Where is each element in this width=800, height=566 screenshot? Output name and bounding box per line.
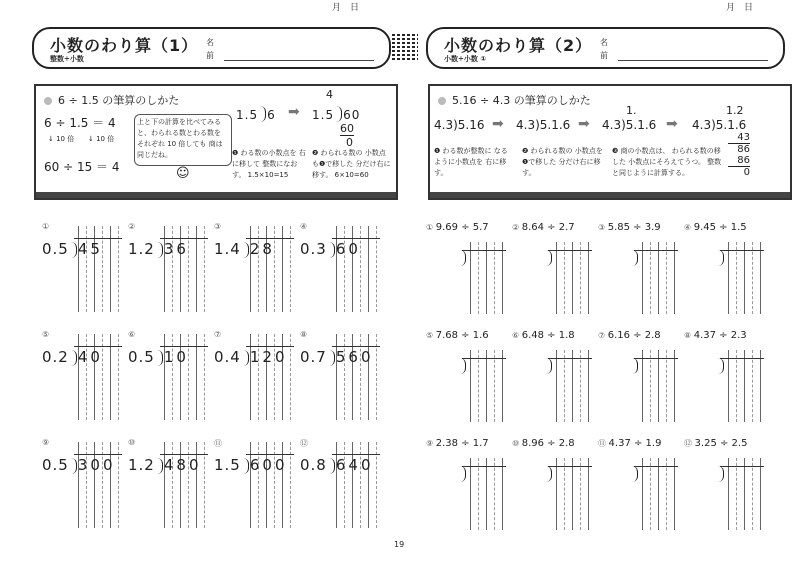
explanation-box xyxy=(428,84,792,200)
long-division-quotient: 4 xyxy=(326,88,333,101)
title-box xyxy=(32,27,391,69)
times10-right: ↓ 10 倍 xyxy=(88,135,115,143)
grid-line xyxy=(580,350,581,422)
page-subtitle: 整数÷小数 xyxy=(50,55,84,63)
problem-expression: ④ 9.45 ÷ 1.5 xyxy=(684,222,747,233)
division-bar xyxy=(160,346,208,347)
problem-item[interactable] xyxy=(42,222,126,322)
grid-line xyxy=(760,458,761,530)
division-expression: 0.7 560 xyxy=(300,348,374,366)
grid-line xyxy=(470,242,471,314)
equation-bottom: 60 ÷ 15 ＝ 4 xyxy=(44,160,120,174)
division-expression: 0.3 60 xyxy=(300,240,361,258)
division-bar xyxy=(634,466,678,467)
grid-line xyxy=(752,350,753,422)
grid-line xyxy=(572,458,573,530)
division-bracket xyxy=(459,358,466,374)
equation-top: 6 ÷ 1.5 ＝ 4 xyxy=(44,116,116,130)
page-title: 小数のわり算（2） xyxy=(444,36,593,55)
bullet-icon xyxy=(438,97,446,105)
bullet-icon xyxy=(44,97,52,105)
step-3-text: ❸ 商の小数点は、 わられる数の移した 小数点にそろえてうつ。 整数と同じように計算する。 xyxy=(612,147,722,177)
division-bar xyxy=(74,238,122,239)
problem-expression: ① 9.69 ÷ 5.7 xyxy=(426,222,489,233)
grid-line xyxy=(470,350,471,422)
arrow-right-icon: ➡ xyxy=(666,116,678,132)
grid-line xyxy=(650,242,651,314)
page-subtitle: 小数÷小数 ① xyxy=(444,55,487,63)
division-bracket xyxy=(631,466,638,482)
problem-expression: ⑦ 6.16 ÷ 2.8 xyxy=(598,330,661,341)
work-line: 86 xyxy=(728,155,750,167)
division-expression: 0.2 40 xyxy=(42,348,103,366)
division-expression: 0.4 120 xyxy=(214,348,288,366)
explanation-heading: 5.16 ÷ 4.3 の筆算のしかた xyxy=(438,92,591,108)
problem-number: ⑩ xyxy=(128,438,136,447)
work-line: 86 xyxy=(737,144,750,155)
division-expression: 1.4 28 xyxy=(214,240,275,258)
grid-line xyxy=(470,458,471,530)
grid-line xyxy=(502,458,503,530)
problem-number: ⑧ xyxy=(300,330,308,339)
division-expression: 0.5 300 xyxy=(42,456,116,474)
long-division-step3: 4.3)5.1.6 xyxy=(602,118,657,132)
division-bar xyxy=(720,358,764,359)
grid-line xyxy=(564,350,565,422)
grid-line xyxy=(752,458,753,530)
grid-line xyxy=(588,350,589,422)
grid-line xyxy=(486,458,487,530)
division-bar xyxy=(332,346,380,347)
grid-line xyxy=(736,458,737,530)
name-field[interactable] xyxy=(224,60,374,61)
problem-item[interactable] xyxy=(426,222,510,322)
grid-line xyxy=(580,242,581,314)
division-expression: 1.5 600 xyxy=(214,456,288,474)
grid-line xyxy=(556,458,557,530)
problem-item[interactable] xyxy=(512,330,596,430)
grid-line xyxy=(642,242,643,314)
date-label: 月 日 xyxy=(332,3,360,13)
division-bar xyxy=(548,358,592,359)
grid-line xyxy=(572,350,573,422)
division-bracket xyxy=(717,250,724,266)
grid-line xyxy=(650,350,651,422)
problem-expression: ⑨ 2.38 ÷ 1.7 xyxy=(426,438,489,449)
grid-line xyxy=(760,350,761,422)
arrow-right-icon: ➡ xyxy=(492,116,504,132)
division-bar xyxy=(74,454,122,455)
grid-line xyxy=(736,350,737,422)
division-bar xyxy=(246,346,294,347)
division-bar xyxy=(332,238,380,239)
problem-expression: ② 8.64 ÷ 2.7 xyxy=(512,222,575,233)
arrow-right-icon: ➡ xyxy=(288,104,300,120)
grid-line xyxy=(752,242,753,314)
division-bracket xyxy=(631,250,638,266)
step-1-text: ❶ わる数が整数に なるように小数点を 右に移す。 xyxy=(434,147,508,177)
grid-line xyxy=(658,458,659,530)
division-bar xyxy=(720,466,764,467)
problem-number: ④ xyxy=(300,222,308,231)
explanation-bar xyxy=(36,192,396,198)
grid-line xyxy=(478,458,479,530)
grid-line xyxy=(556,242,557,314)
division-bracket xyxy=(631,358,638,374)
problem-item[interactable] xyxy=(300,222,384,322)
problem-item[interactable] xyxy=(42,438,126,538)
name-field[interactable] xyxy=(618,60,768,61)
grid-line xyxy=(564,458,565,530)
problem-number: ② xyxy=(128,222,136,231)
grid-line xyxy=(728,242,729,314)
grid-line xyxy=(478,242,479,314)
grid-line xyxy=(564,242,565,314)
grid-line xyxy=(728,350,729,422)
long-division-step1: 4.3)5.16 xyxy=(434,118,485,132)
problem-item[interactable] xyxy=(42,330,126,430)
problem-expression: ⑩ 8.96 ÷ 2.8 xyxy=(512,438,575,449)
grid-line xyxy=(494,350,495,422)
long-division-step2: 4.3)5.1.6 xyxy=(516,118,571,132)
name-label: 名 前 xyxy=(600,38,608,60)
step-2-text: ❷ わられる数の 小数点を❶で移した 分だけ右に移す。 xyxy=(522,147,603,177)
page-number: 19 xyxy=(394,540,405,549)
problem-item[interactable] xyxy=(598,330,682,430)
division-bar xyxy=(246,238,294,239)
problem-item[interactable] xyxy=(214,330,298,430)
division-expression: 0.5 10 xyxy=(128,348,189,366)
character-icon: ☺ xyxy=(176,166,190,181)
division-bar xyxy=(74,346,122,347)
long-division-step1: 1.5 6 xyxy=(236,108,276,122)
division-bar xyxy=(160,238,208,239)
grid-line xyxy=(478,350,479,422)
problem-number: ⑫ xyxy=(300,439,308,448)
problem-number: ⑦ xyxy=(214,330,222,339)
division-bar xyxy=(634,250,678,251)
grid-line xyxy=(486,350,487,422)
grid-line xyxy=(674,350,675,422)
grid-line xyxy=(760,242,761,314)
problem-item[interactable] xyxy=(684,438,768,538)
division-bracket xyxy=(545,250,552,266)
problem-expression: ③ 5.85 ÷ 3.9 xyxy=(598,222,661,233)
division-bar xyxy=(548,466,592,467)
problem-number: ③ xyxy=(214,222,222,231)
grid-line xyxy=(502,350,503,422)
grid-line xyxy=(666,458,667,530)
grid-line xyxy=(666,242,667,314)
speech-bubble: 上と下の計算を比べてみると、わられる数とわる数を それぞれ 10 倍しても 商は同じだね。 xyxy=(134,114,232,166)
division-bracket xyxy=(545,466,552,482)
division-bar xyxy=(462,466,506,467)
division-expression: 0.8 640 xyxy=(300,456,374,474)
grid-line xyxy=(744,458,745,530)
division-bar xyxy=(332,454,380,455)
division-bar xyxy=(160,454,208,455)
grid-line xyxy=(642,458,643,530)
problem-item[interactable] xyxy=(300,438,384,538)
long-division-step4: 4.3)5.1.6 xyxy=(692,118,747,132)
division-bar xyxy=(462,358,506,359)
problem-item[interactable] xyxy=(684,330,768,430)
times10-left: ↓ 10 倍 xyxy=(48,135,75,143)
grid-line xyxy=(674,242,675,314)
division-expression: 1.2 480 xyxy=(128,456,202,474)
long-division-subtract: 60 xyxy=(340,122,354,135)
long-division-quotient: 1.2 xyxy=(726,104,744,117)
problem-expression: ⑤ 7.68 ÷ 1.6 xyxy=(426,330,489,341)
grid-line xyxy=(588,458,589,530)
problem-expression: ⑫ 3.25 ÷ 2.5 xyxy=(684,438,748,449)
division-bracket xyxy=(459,466,466,482)
grid-line xyxy=(580,458,581,530)
division-bracket xyxy=(717,466,724,482)
problem-item[interactable] xyxy=(512,438,596,538)
division-bar xyxy=(720,250,764,251)
grid-line xyxy=(588,242,589,314)
division-expression: 1.2 36 xyxy=(128,240,189,258)
long-division-step2: 1.5 60 xyxy=(312,108,361,122)
problem-number: ⑥ xyxy=(128,330,136,339)
explanation-box xyxy=(34,84,398,200)
division-bar xyxy=(634,358,678,359)
problem-item[interactable] xyxy=(300,330,384,430)
arrow-right-icon: ➡ xyxy=(578,116,590,132)
explanation-heading: 6 ÷ 1.5 の筆算のしかた xyxy=(44,92,179,108)
worksheet-left xyxy=(32,0,402,540)
grid-line xyxy=(658,242,659,314)
problem-item[interactable] xyxy=(214,222,298,322)
worksheet-right xyxy=(426,0,796,540)
division-bracket xyxy=(717,358,724,374)
step-1-text: ❶ わる数の小数点を 右に移して 整数になおす。 1.5×10=15 xyxy=(232,149,306,179)
problem-number: ⑤ xyxy=(42,330,50,339)
problem-item[interactable] xyxy=(598,222,682,322)
grid-line xyxy=(736,242,737,314)
problem-item[interactable] xyxy=(512,222,596,322)
division-bar xyxy=(548,250,592,251)
division-bar xyxy=(246,454,294,455)
grid-line xyxy=(556,350,557,422)
problem-item[interactable] xyxy=(128,222,212,322)
problem-expression: ⑧ 4.37 ÷ 2.3 xyxy=(684,330,747,341)
title-box xyxy=(426,27,785,69)
grid-line xyxy=(744,350,745,422)
grid-line xyxy=(728,458,729,530)
grid-line xyxy=(658,350,659,422)
problem-item[interactable] xyxy=(214,438,298,538)
long-division-work xyxy=(728,132,750,178)
problem-number: ⑪ xyxy=(214,439,222,448)
grid-line xyxy=(666,350,667,422)
grid-line xyxy=(642,350,643,422)
grid-line xyxy=(572,242,573,314)
problem-number: ⑨ xyxy=(42,438,50,447)
problem-item[interactable] xyxy=(684,222,768,322)
grid-line xyxy=(502,242,503,314)
work-line: 43 xyxy=(728,132,750,144)
grid-line xyxy=(744,242,745,314)
problem-item[interactable] xyxy=(128,438,212,538)
grid-line xyxy=(494,242,495,314)
explanation-bar xyxy=(430,192,790,198)
page-title: 小数のわり算（1） xyxy=(50,36,199,55)
grid-line xyxy=(486,242,487,314)
problem-item[interactable] xyxy=(426,438,510,538)
grid-line xyxy=(494,458,495,530)
division-expression: 0.5 45 xyxy=(42,240,103,258)
division-bracket xyxy=(459,250,466,266)
step-2-text: ❷ わられる数の 小数点も❶で移した 分だけ右に移す。 6×10=60 xyxy=(312,149,391,179)
problem-item[interactable] xyxy=(598,438,682,538)
problem-item[interactable] xyxy=(426,330,510,430)
problem-expression: ⑪ 4.37 ÷ 1.9 xyxy=(598,438,662,449)
date-label: 月 日 xyxy=(726,3,754,13)
name-label: 名 前 xyxy=(206,38,214,60)
division-bar xyxy=(462,250,506,251)
problem-expression: ⑥ 6.48 ÷ 1.8 xyxy=(512,330,575,341)
long-division-remainder: 0 xyxy=(346,136,353,149)
problem-item[interactable] xyxy=(128,330,212,430)
work-line: 0 xyxy=(743,167,750,178)
grid-line xyxy=(674,458,675,530)
grid-line xyxy=(650,458,651,530)
long-division-quotient: 1. xyxy=(626,104,637,117)
problem-number: ① xyxy=(42,222,50,231)
division-bracket xyxy=(545,358,552,374)
